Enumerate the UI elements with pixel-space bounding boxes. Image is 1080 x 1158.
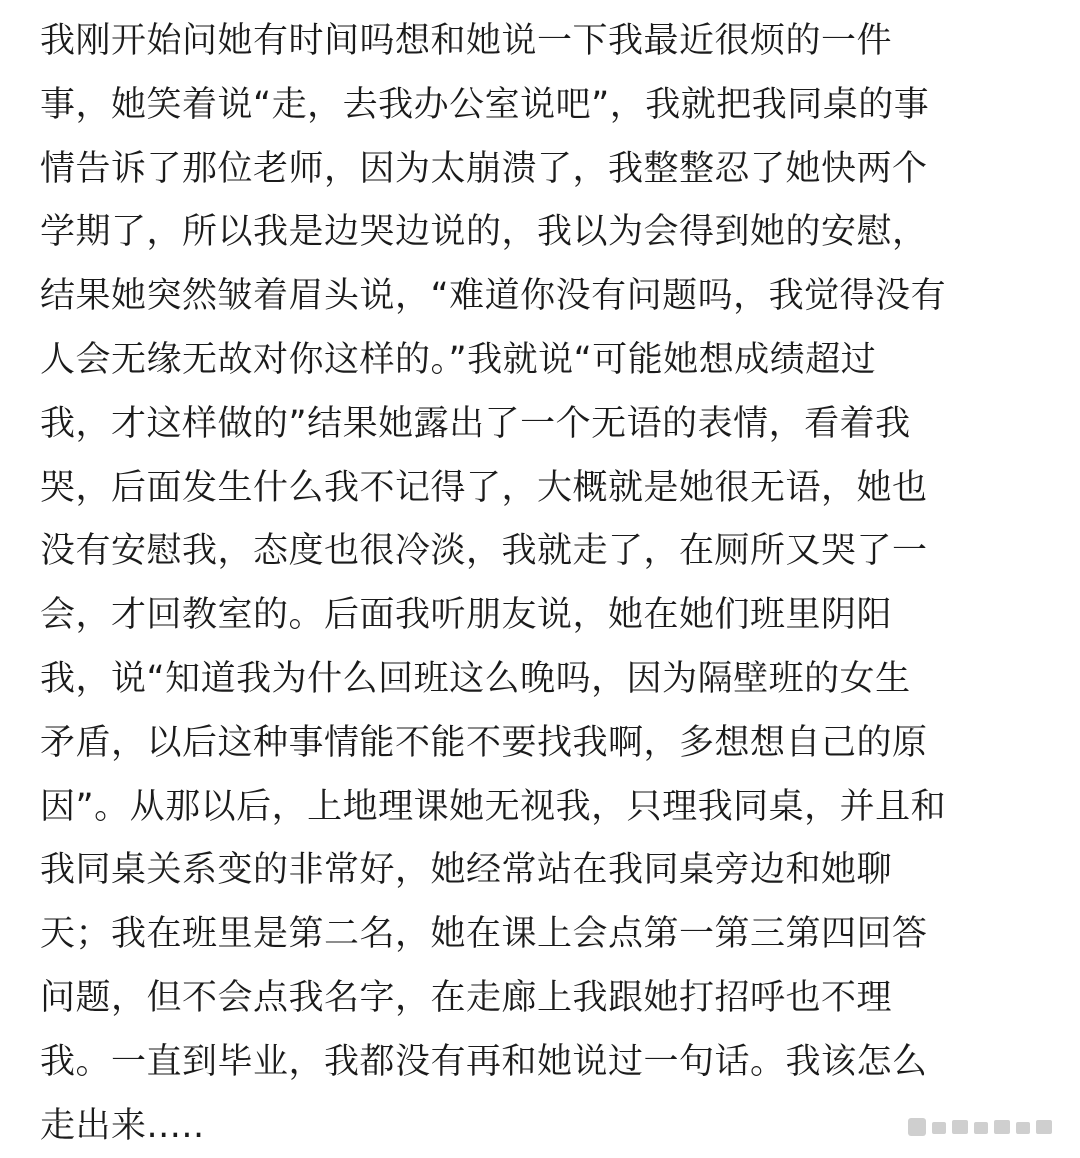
post-line-12: 矛盾，以后这种事情能不能不要找我啊，多想想自己的原 <box>40 722 928 763</box>
post-line-15: 天；我在班里是第二名，她在课上会点第一第三第四回答 <box>40 914 928 955</box>
post-line-14: 我同桌关系变的非常好，她经常站在我同桌旁边和她聊 <box>40 850 893 891</box>
post-line-9: 没有安慰我，态度也很冷淡，我就走了，在厕所又哭了一 <box>40 531 928 572</box>
post-line-13: 因”。从那以后，上地理课她无视我，只理我同桌，并且和 <box>40 786 947 827</box>
post-line-10: 会，才回教室的。后面我听朋友说，她在她们班里阴阳 <box>40 595 893 636</box>
post-line-3: 情告诉了那位老师，因为太崩溃了，我整整忍了她快两个 <box>40 148 928 189</box>
post-line-7: 我，才这样做的”结果她露出了一个无语的表情，看着我 <box>40 403 911 444</box>
post-line-18: 走出来..... <box>40 1105 205 1146</box>
watermark <box>908 1114 1058 1146</box>
post-line-17: 我。一直到毕业，我都没有再和她说过一句话。我该怎么 <box>40 1041 928 1082</box>
watermark-logo-icon <box>908 1121 1058 1146</box>
post-line-4: 学期了，所以我是边哭边说的，我以为会得到她的安慰， <box>40 212 928 253</box>
post-line-2: 事，她笑着说“走，去我办公室说吧”，我就把我同桌的事 <box>40 84 930 125</box>
post-line-1: 我刚开始问她有时间吗想和她说一下我最近很烦的一件 <box>40 21 893 61</box>
post-body <box>40 10 1050 1158</box>
post-line-16: 问题，但不会点我名字，在走廊上我跟她打招呼也不理 <box>40 977 893 1018</box>
post-line-6: 人会无缘无故对你这样的。”我就说“可能她想成绩超过 <box>40 339 877 380</box>
post-line-11: 我，说“知道我为什么回班这么晚吗，因为隔壁班的女生 <box>40 658 911 699</box>
post-line-8: 哭，后面发生什么我不记得了，大概就是她很无语，她也 <box>40 467 928 508</box>
post-line-5: 结果她突然皱着眉头说，“难道你没有问题吗，我觉得没有 <box>40 276 947 317</box>
